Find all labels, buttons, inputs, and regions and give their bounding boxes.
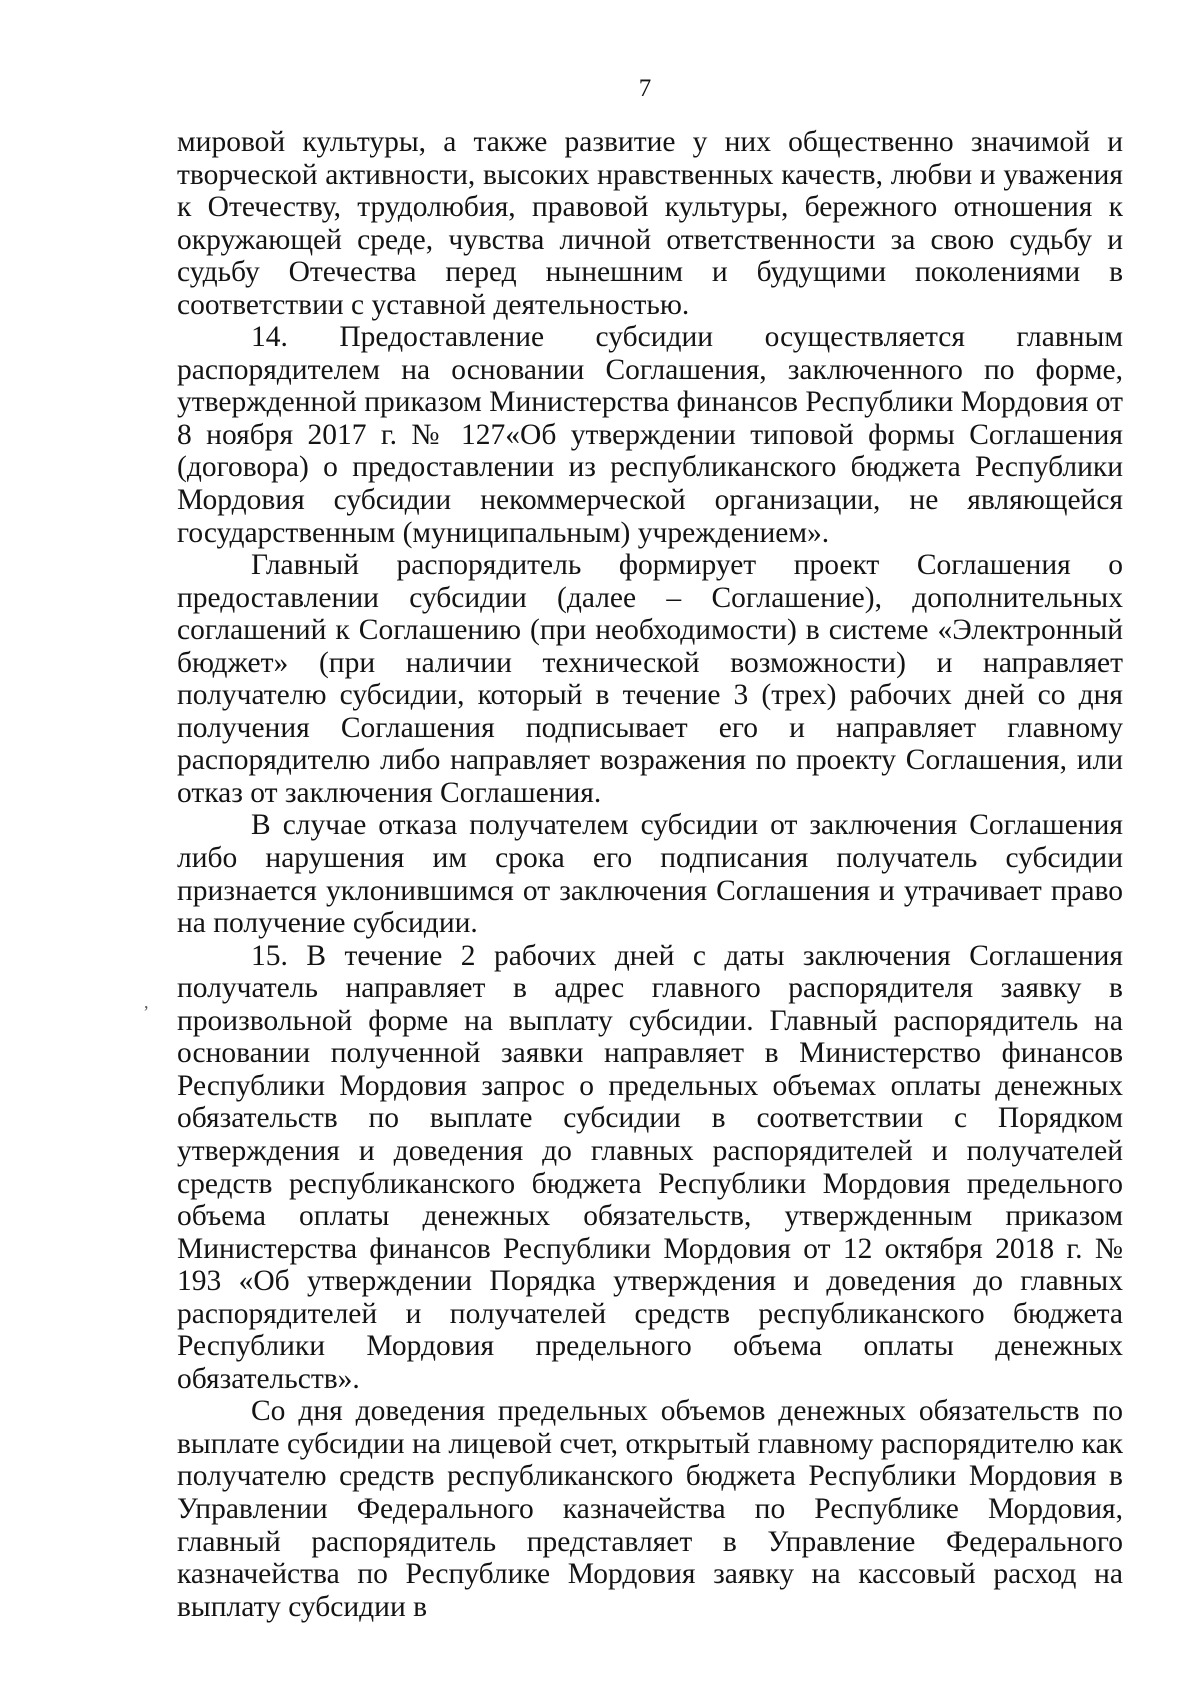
paragraph-1: мировой культуры, а также развитие у них общественно значимой и творческой активности, высоких нравственных качеств, любви и уважения к Отечеству, трудолюбия, правовой культуры, бережного отношения к окружающей среде, чувства личной ответственности за свою судьбу и судьбу Отечества перед нынешним и будущими поколениями в соответствии с уставной деятельностью.	[177, 126, 1123, 321]
page-number: 7	[638, 75, 652, 102]
paragraph-5: 15. В течение 2 рабочих дней с даты заключения Соглашения получатель направляет в адрес главного распорядителя заявку в произвольной форме на выплату субсидии. Главный распорядитель на основании полученной заявки направляет в Министерство финансов Республики Мордовия запрос о предельных объемах оплаты денежных обязательств по выплате субсидии в соответствии с Порядком утверждения и доведения до главных распорядителей и получателей средств республиканского бюджета Республики Мордовия предельного объема оплаты денежных обязательств, утвержденным приказом Министерства финансов Республики Мордовия от 12 октября 2018 г. № 193 «Об утверждении Порядка утверждения и доведения до главных распорядителей и получателей средств республиканского бюджета Республики Мордовия предельного объема оплаты денежных обязательств».	[177, 939, 1123, 1395]
paragraph-2: 14. Предоставление субсидии осуществляется главным распорядителем на основании Соглашения, заключенного по форме, утвержденной приказом Министерства финансов Республики Мордовия от 8 ноября 2017 г. № 127«Об утверждении типовой формы Соглашения (договора) о предоставлении из республиканского бюджета Республики Мордовия субсидии некоммерческой организации, не являющейся государственным (муниципальным) учреждением».	[177, 321, 1124, 549]
document-body	[177, 126, 1123, 1623]
margin-mark: ,	[144, 992, 149, 1012]
paragraph-4: В случае отказа получателем субсидии от заключения Соглашения либо нарушения им срока его подписания получатель субсидии признается уклонившимся от заключения Соглашения и утрачивает право на получение субсидии.	[177, 809, 1123, 940]
paragraph-6: Со дня доведения предельных объемов денежных обязательств по выплате субсидии на лицевой счет, открытый главному распорядителю как получателю средств республиканского бюджета Республики Мордовия в Управлении Федерального казначейства по Республике Мордовия, главный распорядитель представляет в Управление Федерального казначейства по Республике Мордовия заявку на кассовый расход на выплату субсидии в	[177, 1395, 1123, 1623]
paragraph-3: Главный распорядитель формирует проект Соглашения о предоставлении субсидии (далее – Соглашение), дополнительных соглашений к Соглашению (при необходимости) в системе «Электронный бюджет» (при наличии технической возможности) и направляет получателю субсидии, который в течение 3 (трех) рабочих дней со дня получения Соглашения подписывает его и направляет главному распорядителю либо направляет возражения по проекту Соглашения, или отказ от заключения Соглашения.	[177, 549, 1123, 809]
